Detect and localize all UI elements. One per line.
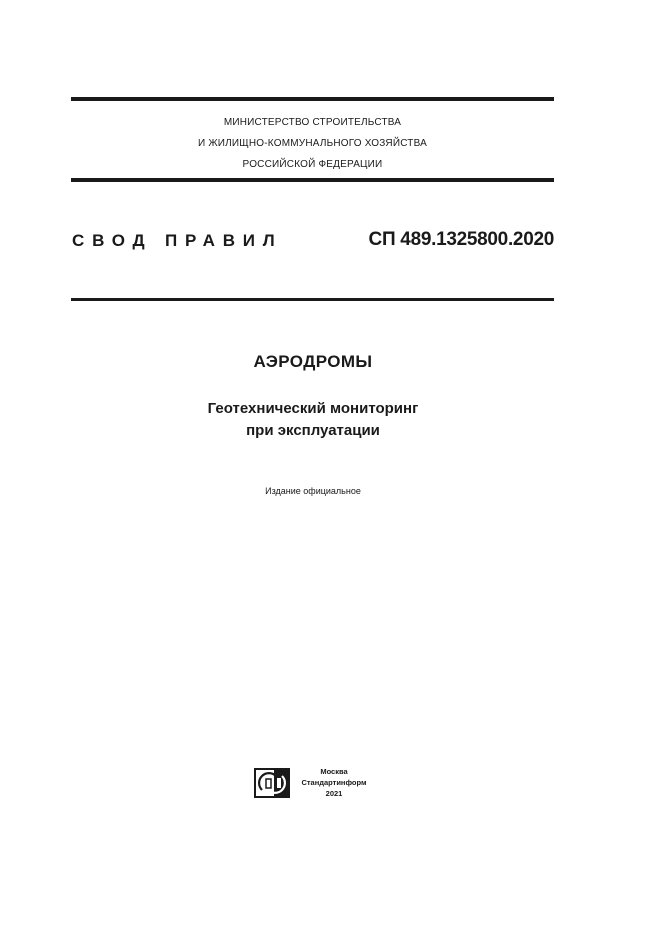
publisher-year: 2021 — [325, 789, 343, 798]
document-code: СП 489.1325800.2020 — [368, 229, 554, 250]
ministry-name — [71, 112, 554, 175]
header-rule — [71, 298, 554, 301]
edition-note: Издание официальное — [265, 486, 361, 496]
publisher-name: Стандартинформ — [301, 778, 367, 787]
ministry-line-3: РОССИЙСКОЙ ФЕДЕРАЦИИ — [242, 159, 383, 170]
ministry-rule — [71, 178, 554, 182]
subtitle-line-2: при эксплуатации — [246, 422, 380, 439]
ministry-line-2: И ЖИЛИЩНО-КОММУНАЛЬНОГО ХОЗЯЙСТВА — [197, 138, 428, 149]
subtitle-line-1: Геотехнический мониторинг — [207, 400, 419, 417]
document-subtitle — [0, 398, 626, 442]
top-rule — [71, 97, 554, 101]
standartinform-logo-icon — [254, 768, 290, 798]
document-title: АЭРОДРОМЫ — [253, 352, 373, 371]
publisher-info — [296, 766, 372, 799]
ministry-line-1: МИНИСТЕРСТВО СТРОИТЕЛЬСТВА — [223, 117, 402, 128]
document-type: СВОД ПРАВИЛ — [72, 231, 283, 250]
publisher-city: Москва — [320, 767, 348, 776]
